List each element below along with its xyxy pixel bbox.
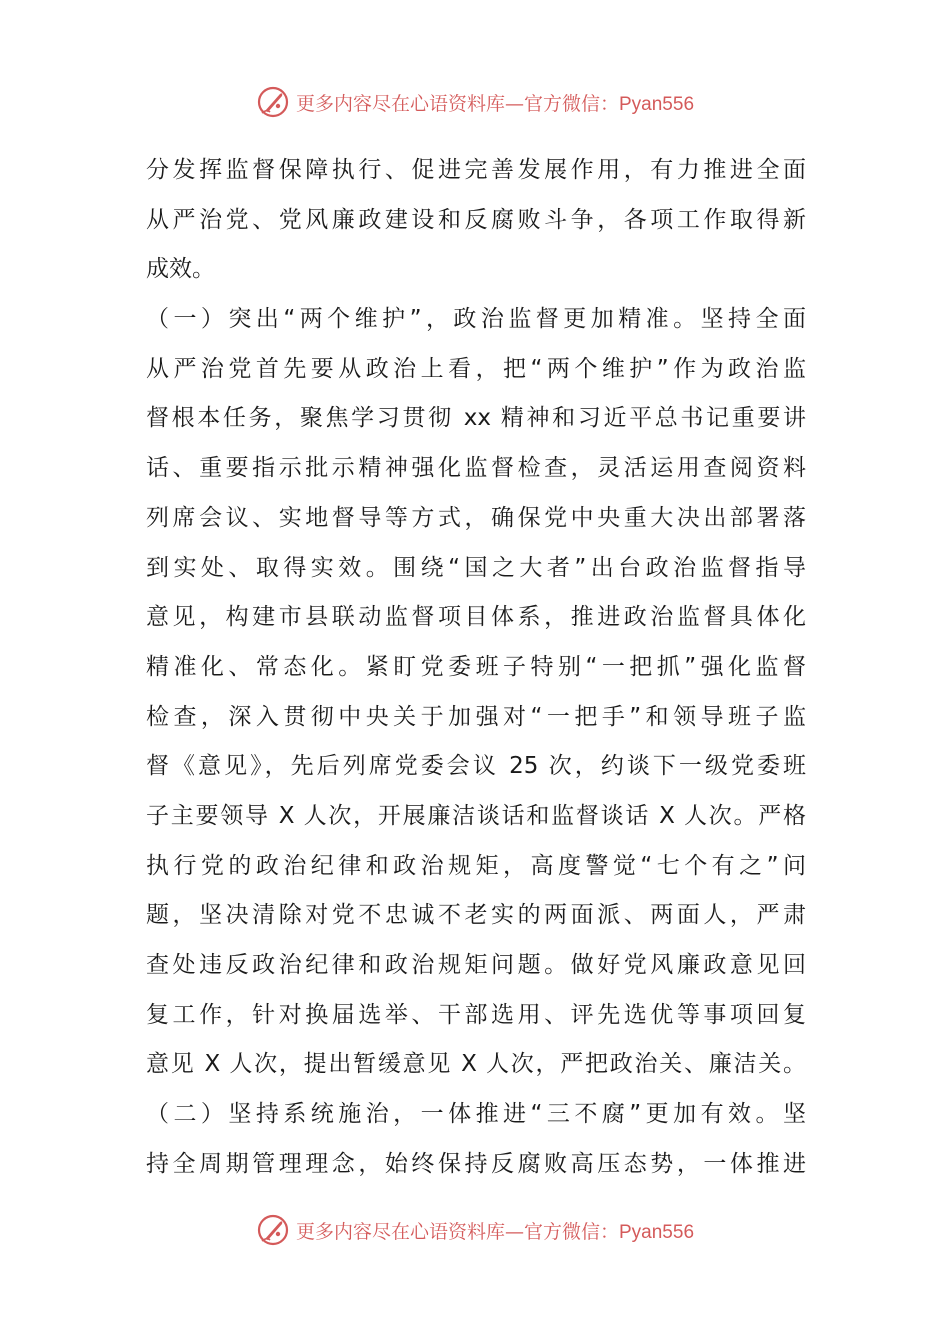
- text-line: 意见 X 人次，提出暂缓意见 X 人次，严把政治关、廉洁关。: [146, 1051, 806, 1078]
- text-line: 从严治党首先要从政治上看，把“两个维护”作为政治监: [146, 355, 806, 382]
- text-line: 精准化、常态化。紧盯党委班子特别“一把抓”强化监督: [146, 653, 806, 680]
- document-body: [146, 146, 806, 1189]
- text-line: 话、重要指示批示精神强化监督检查，灵活运用查阅资料: [146, 455, 806, 482]
- text-line: 意见，构建市县联动监督项目体系，推进政治监督具体化: [146, 604, 806, 631]
- text-line: 列席会议、实地督导等方式，确保党中央重大决出部署落: [146, 504, 806, 531]
- text-line: 执行党的政治纪律和政治规矩，高度警觉“七个有之”问: [146, 852, 806, 879]
- text-line: 持全周期管理理念，始终保持反腐败高压态势，一体推进: [146, 1150, 806, 1177]
- text-line: 分发挥监督保障执行、促进完善发展作用，有力推进全面: [146, 157, 806, 183]
- footer-watermark: [0, 1210, 950, 1250]
- text-line: 复工作，针对换届选举、干部选用、评先选优等事项回复: [146, 1001, 806, 1028]
- text-line: 子主要领导 X 人次，开展廉洁谈话和监督谈话 X 人次。严格: [146, 802, 806, 829]
- watermark-wechat-id: Pyan556: [619, 93, 695, 115]
- text-line: （一）突出“两个维护”，政治监督更加精准。坚持全面: [146, 306, 806, 333]
- text-line: 从严治党、党风廉政建设和反腐败斗争，各项工作取得新: [146, 206, 806, 233]
- watermark-wechat-id: Pyan556: [619, 1221, 695, 1243]
- text-line: 到实处、取得实效。围绕“国之大者”出台政治监督指导: [146, 554, 806, 581]
- watermark-text: 更多内容尽在心语资料库—官方微信：Pyan556: [295, 92, 695, 115]
- text-line: （二）坚持系统施治，一体推进“三不腐”更加有效。坚: [146, 1101, 806, 1128]
- text-line: 成效。: [146, 256, 215, 283]
- header-watermark: [0, 82, 950, 122]
- text-line: 查处违反政治纪律和政治规矩问题。做好党风廉政意见回: [146, 952, 806, 978]
- text-line: 题，坚决清除对党不忠诚不老实的两面派、两面人，严肃: [146, 902, 806, 929]
- watermark-text: 更多内容尽在心语资料库—官方微信：Pyan556: [295, 1220, 695, 1243]
- quill-logo-icon: [256, 1213, 290, 1247]
- quill-logo-icon: [256, 85, 290, 119]
- text-line: 督根本任务，聚焦学习贯彻 xx 精神和习近平总书记重要讲: [146, 405, 806, 432]
- text-line: 检查，深入贯彻中央关于加强对“一把手”和领导班子监: [146, 703, 806, 730]
- text-line: 督《意见》，先后列席党委会议 25 次，约谈下一级党委班: [146, 753, 806, 780]
